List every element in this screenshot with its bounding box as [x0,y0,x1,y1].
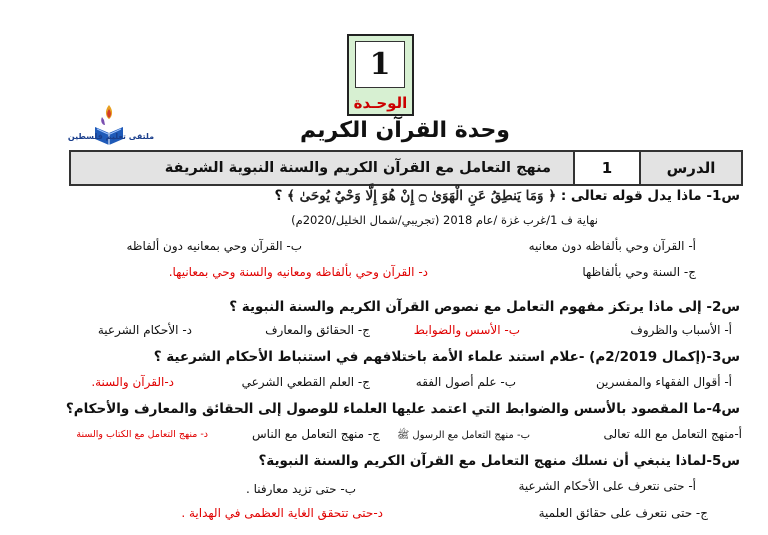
question-1 [274,188,740,204]
q1-option-d-answer: د- القرآن وحي بألفاظه ومعانيه والسنة وحي بمعانيها. [168,265,428,279]
lesson-header [69,150,743,186]
page-title: وحدة القرآن الكريم [300,118,510,143]
unit-label: الوحـدة [353,94,408,112]
lesson-label: الدرس [639,152,741,184]
q4-option-b: ب- منهج التعامل مع الرسول ﷺ [397,430,530,441]
q4-option-a: أ-منهج التعامل مع الله تعالى [603,427,742,441]
question-1-mark: ؟ [274,188,283,204]
question-3: س3-(إكمال 2/2019م) -علام استند علماء الأمة باختلافهم في استنباط الأحكام الشرعية ؟ [153,349,740,365]
q1-option-c: ج- السنة وحي بألفاظها [582,265,696,279]
lesson-title: منهج التعامل مع القرآن الكريم والسنة النبوية الشريفة [164,160,551,176]
q2-option-a: أ- الأسباب والظروف [630,323,732,337]
unit-box [347,34,414,116]
q1-option-a: أ- القرآن وحي بألفاظه دون معانيه [528,239,696,253]
question-5: س5-لماذا ينبغي أن نسلك منهج التعامل مع القرآن الكريم والسنة النبوية؟ [258,453,740,469]
q2-option-d: د- الأحكام الشرعية [97,323,192,337]
question-1-note: نهاية ف 1/غرب غزة /عام 2018 (تجريبي/شمال الخليل/2020م) [291,213,598,227]
question-4: س4-ما المقصود بالأسس والضوابط التي اعتمد عليها العلماء للوصول إلى الحقائق والمعارف والأحكام؟ [65,401,740,417]
q3-option-d-answer: د-القرآن والسنة. [91,375,174,389]
logo-text: ملتقى تعليم فلسطين [67,132,155,141]
q4-option-d-answer: د- منهج التعامل مع الكتاب والسنة [76,429,208,440]
q3-option-b: ب- علم أصول الفقه [415,375,516,389]
q1-option-b: ب- القرآن وحي بمعانيه دون ألفاظه [126,239,302,253]
q5-option-c: ج- حتى نتعرف على حقائق العلمية [538,506,708,520]
q3-option-c: ج- العلم القطعي الشرعي [241,375,370,389]
q2-option-b-answer: ب- الأسس والضوابط [413,323,520,337]
question-1-text: س1- ماذا يدل قوله تعالى : [560,188,740,204]
unit-number: 1 [355,41,405,88]
q2-option-c: ج- الحقائق والمعارف [265,323,370,337]
lesson-number: 1 [573,152,639,184]
q5-option-b: ب- حتى تزيد معارفنا . [245,482,356,496]
question-2: س2- إلى ماذا يرتكز مفهوم التعامل مع نصوص القرآن الكريم والسنة النبوية ؟ [229,299,740,315]
q5-option-a: أ- حتى نتعرف على الأحكام الشرعية [518,479,696,493]
quran-verse: ﴿ وَمَا يَنطِقُ عَنِ الْهَوَىٰ ۝ إِنْ هُوَ إِلَّا وَحْيٌ يُوحَىٰ ﴾ [287,188,557,204]
q4-option-c: ج- منهج التعامل مع الناس [252,427,380,441]
q3-option-a: أ- أقوال الفقهاء والمفسرين [596,375,732,389]
q5-option-d-answer: د-حتى تتحقق الغاية العظمى في الهداية . [181,506,383,520]
